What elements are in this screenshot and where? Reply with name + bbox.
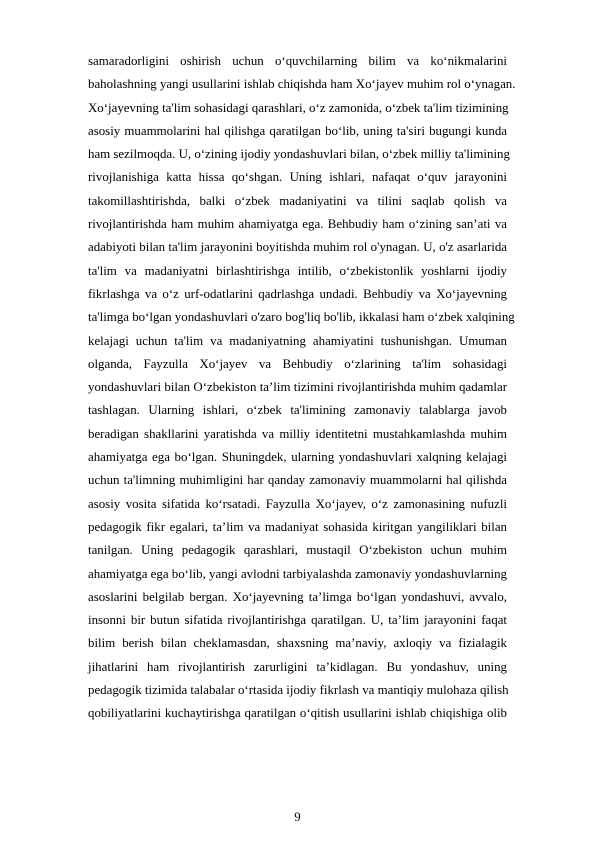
- text-line: qobiliyatlarini kuchaytirishga qaratilgan o‘qitish usullarini ishlab chiqishiga olib: [88, 706, 507, 721]
- text-line: rivojlantirishda ham muhim ahamiyatga ega. Behbudiy ham o‘zining san’ati va: [88, 217, 507, 232]
- text-line: uchun ta'limning muhimligini har qanday zamonaviy muammolarni hal qilishda: [88, 473, 507, 488]
- text-line: olganda, Fayzulla Xo‘jayev va Behbudiy o‘zlarining ta'lim sohasidagi: [88, 356, 507, 371]
- body-text: [88, 50, 516, 726]
- text-line: asosiy vosita sifatida ko‘rsatadi. Fayzulla Xo‘jayev, o‘z zamonasining nufuzli: [88, 496, 507, 511]
- page-number: 9: [294, 810, 301, 824]
- text-line: adabiyoti bilan ta'lim jarayonini boyitishda muhim rol o'ynagan. U, o'z asarlarida: [88, 240, 507, 255]
- text-line: tanilgan. Uning pedagogik qarashlari, mustaqil O‘zbekiston uchun muhim: [88, 543, 507, 558]
- text-line: yondashuvlari bilan O‘zbekiston ta’lim tizimini rivojlantirishda muhim qadamlar: [88, 380, 507, 395]
- text-line: beradigan shakllarini yaratishda va milliy identitetni mustahkamlashda muhim: [88, 426, 507, 441]
- text-line: bilim berish bilan cheklamasdan, shaxsning ma’naviy, axloqiy va fizialagik: [88, 636, 507, 651]
- text-line: insonni bir butun sifatida rivojlantirishga qaratilgan. U, ta’lim jarayonini faqat: [88, 613, 507, 628]
- text-line: pedagogik fikr egalari, ta’lim va madaniyat sohasida kiritgan yangiliklari bilan: [88, 519, 507, 534]
- text-line: tashlagan. Ularning ishlari, o‘zbek ta'limining zamonaviy talablarga javob: [88, 403, 507, 418]
- text-line: jihatlarini ham rivojlantirish zarurligini ta’kidlagan. Bu yondashuv, uning: [88, 659, 507, 674]
- text-line: baholashning yangi usullarini ishlab chiqishda ham Xo‘jayev muhim rol o‘ynagan.: [88, 77, 516, 92]
- text-line: ta'limga bo‘lgan yondashuvlari o'zaro bog'liq bo'lib, ikkalasi ham o‘zbek xalqining: [88, 310, 515, 325]
- text-line: pedagogik tizimida talabalar o‘rtasida ijodiy fikrlash va mantiqiy mulohaza qilish: [88, 683, 509, 698]
- text-line: kelajagi uchun ta'lim va madaniyatning ahamiyatini tushunishgan. Umuman: [88, 333, 507, 348]
- text-line: ahamiyatga ega bo‘lib, yangi avlodni tarbiyalashda zamonaviy yondashuvlarning: [88, 566, 507, 581]
- text-line: takomillashtirishda, balki o‘zbek madaniyatini va tilini saqlab qolish va: [88, 193, 507, 208]
- text-line: samaradorligini oshirish uchun o‘quvchilarning bilim va ko‘nikmalarini: [88, 54, 507, 68]
- text-line: Xo‘jayevning ta'lim sohasidagi qarashlari, o‘z zamonida, o‘zbek ta'lim tizimining: [88, 100, 509, 115]
- text-line: fikrlashga va o‘z urf-odatlarini qadrlashga undadi. Behbudiy va Xo‘jayevning: [88, 286, 507, 301]
- text-line: asoslarini belgilab bergan. Xo‘jayevning ta’limga bo‘lgan yondashuvi, avvalo,: [88, 589, 507, 604]
- text-line: ham sezilmoqda. U, o‘zining ijodiy yondashuvlari bilan, o‘zbek milliy ta'limining: [88, 147, 510, 162]
- text-line: rivojlanishiga katta hissa qo‘shgan. Uning ishlari, nafaqat o‘quv jarayonini: [88, 170, 507, 185]
- text-line: ahamiyatga ega bo‘lgan. Shuningdek, ularning yondashuvlari xalqning kelajagi: [88, 450, 507, 465]
- text-line: ta'lim va madaniyatni birlashtirishga intilib, o‘zbekistonlik yoshlarni ijodiy: [88, 263, 507, 278]
- text-line: asosiy muammolarini hal qilishga qaratilgan bo‘lib, uning ta'siri bugungi kunda: [88, 123, 507, 138]
